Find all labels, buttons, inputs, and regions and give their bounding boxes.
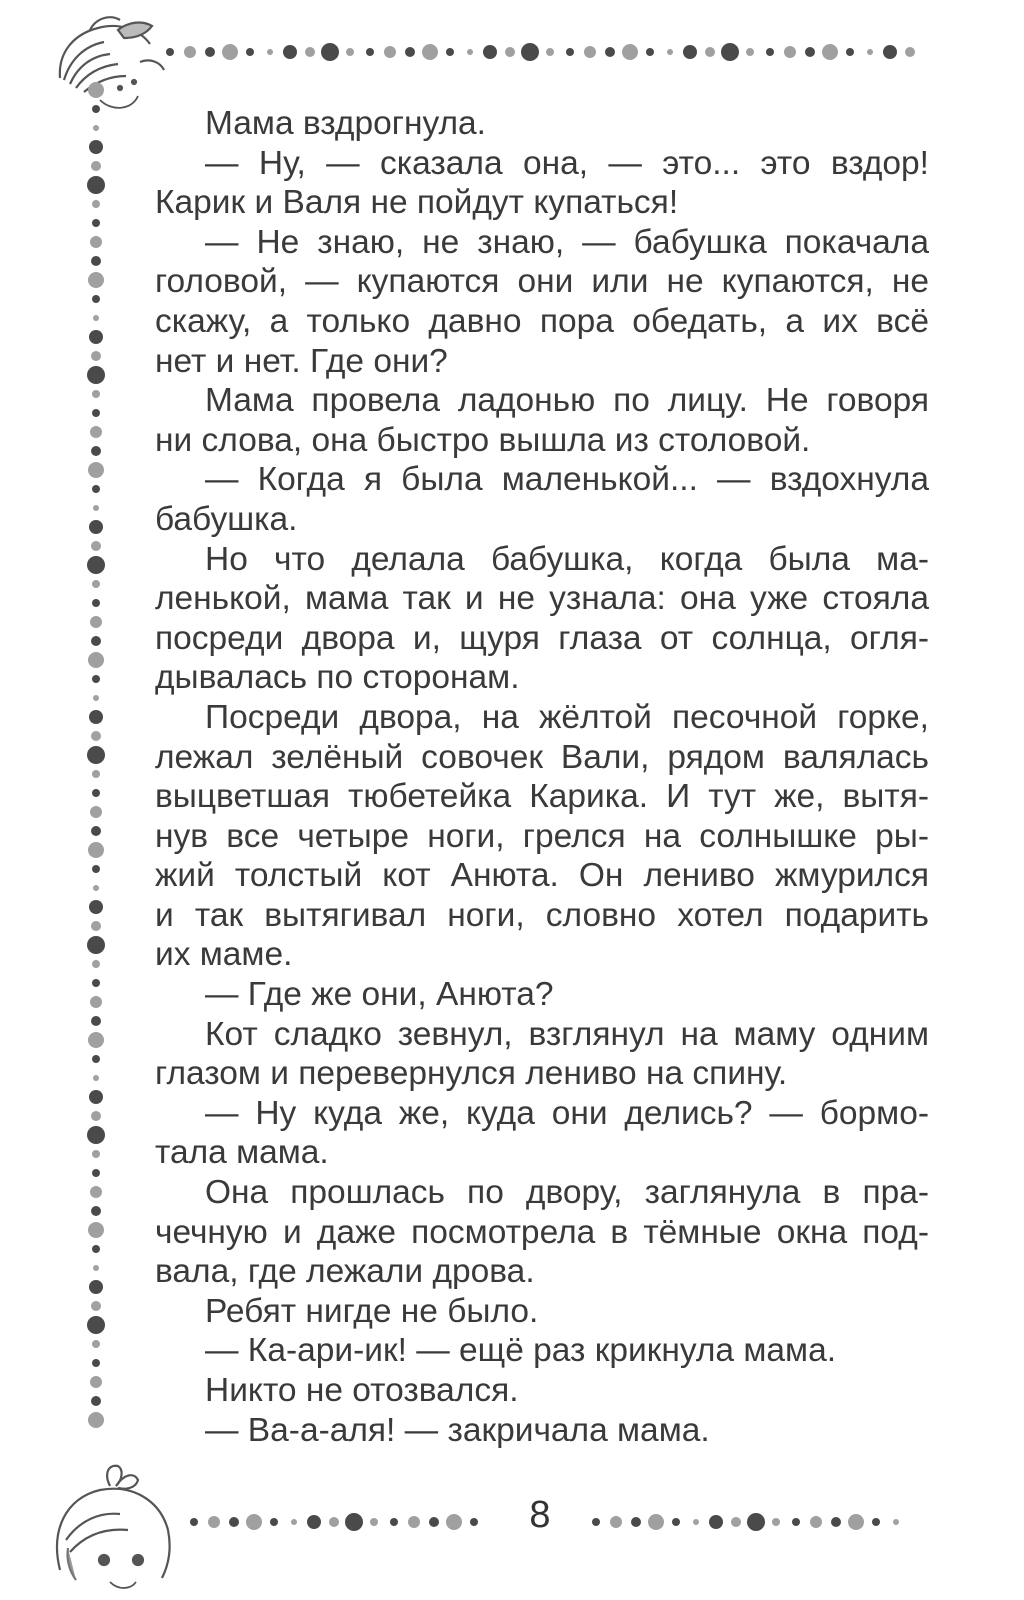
decor-dot bbox=[746, 48, 754, 56]
decor-dot bbox=[91, 921, 101, 931]
text-line: посреди двора и, щуря глаза от солнца, огля- bbox=[155, 619, 929, 657]
decor-dot bbox=[566, 48, 574, 56]
decor-dot bbox=[91, 826, 101, 836]
decor-dot bbox=[810, 1516, 822, 1528]
decor-dot bbox=[92, 979, 100, 987]
decor-dot bbox=[405, 47, 415, 57]
text-line: нув все четыре ноги, грелся на солнышке ры- bbox=[155, 817, 929, 855]
decor-dot bbox=[91, 1206, 101, 1216]
decor-dot bbox=[87, 936, 105, 954]
decor-dot bbox=[384, 46, 396, 58]
decor-dot bbox=[622, 44, 638, 60]
decor-dot bbox=[721, 43, 739, 61]
decor-dot bbox=[92, 1359, 100, 1367]
decor-dot bbox=[92, 1245, 100, 1253]
decor-dot bbox=[92, 1150, 100, 1158]
decor-dot bbox=[90, 1186, 102, 1198]
decor-dot bbox=[370, 1518, 378, 1526]
decor-dot bbox=[87, 746, 105, 764]
decor-dot bbox=[893, 1519, 899, 1525]
decor-dot bbox=[321, 43, 339, 61]
text-line: Мама провела ладонью по лицу. Не говоря bbox=[205, 382, 929, 420]
decor-dot bbox=[88, 1222, 104, 1238]
page-number: 8 bbox=[529, 1494, 551, 1536]
text-line: Кот сладко зевнул, взглянул на маму одним bbox=[205, 1015, 929, 1053]
decor-dot bbox=[88, 1032, 104, 1048]
decor-dot bbox=[89, 140, 103, 154]
decor-dot bbox=[91, 1396, 101, 1406]
text-line: бабушка. bbox=[155, 500, 298, 538]
decor-dot bbox=[92, 599, 100, 607]
decor-dot bbox=[784, 46, 796, 58]
decor-dot bbox=[92, 200, 100, 208]
decor-dot bbox=[92, 789, 100, 797]
text-line: — Ну куда же, куда они делись? — бормо- bbox=[205, 1094, 929, 1132]
decor-dot bbox=[92, 485, 100, 493]
decor-dot bbox=[92, 865, 100, 873]
decor-dot bbox=[846, 48, 854, 56]
decor-dot bbox=[872, 1518, 880, 1526]
text-line: дывалась по сторонам. bbox=[155, 659, 520, 697]
text-line: — Ка-ари-ик! — ещё раз крикнула мама. bbox=[205, 1332, 837, 1370]
text-line: Но что делала бабушка, когда была ма- bbox=[205, 540, 929, 578]
decor-dot bbox=[90, 616, 102, 628]
text-line: скажу, а только давно пора обедать, а их всё bbox=[155, 302, 929, 340]
decor-dot bbox=[731, 1517, 741, 1527]
decor-dot bbox=[93, 315, 99, 321]
decor-dot bbox=[270, 1518, 278, 1526]
bottom-right-dot-border bbox=[592, 1513, 899, 1531]
decor-dot bbox=[291, 1519, 297, 1525]
decor-dot bbox=[92, 675, 100, 683]
decor-dot bbox=[89, 1090, 103, 1104]
decor-dot bbox=[88, 1412, 104, 1428]
decor-dot bbox=[772, 1518, 780, 1526]
bottom-left-dot-border bbox=[190, 1513, 478, 1531]
decor-dot bbox=[766, 48, 774, 56]
decor-dot bbox=[190, 1518, 198, 1526]
decor-dot bbox=[89, 330, 103, 344]
decor-dot bbox=[205, 47, 215, 57]
decor-dot bbox=[92, 960, 100, 968]
decor-dot bbox=[87, 366, 105, 384]
text-line: — Когда я была маленькой... — вздохнула bbox=[205, 461, 929, 499]
decor-dot bbox=[87, 176, 105, 194]
girl-hair-bow-icon bbox=[60, 17, 164, 108]
decor-dot bbox=[709, 1515, 723, 1529]
text-line: Мама вздрогнула. bbox=[205, 105, 486, 142]
decor-dot bbox=[92, 105, 100, 113]
text-line: — Не знаю, не знаю, — бабушка покачала bbox=[205, 223, 929, 261]
text-line: чечную и даже посмотрела в тёмные окна под- bbox=[155, 1213, 929, 1251]
decor-dot bbox=[87, 1316, 105, 1334]
text-line: Посреди двора, на жёлтой песочной горке, bbox=[205, 698, 929, 736]
decor-dot bbox=[283, 45, 297, 59]
text-line: глазом и перевернулся лениво на спину. bbox=[155, 1055, 788, 1093]
decor-dot bbox=[390, 1518, 398, 1526]
decor-dot bbox=[90, 236, 102, 248]
text-line: тала мама. bbox=[155, 1134, 329, 1172]
text-line: головой, — купаются они или не купаются, не bbox=[155, 263, 929, 301]
text-line: жий толстый кот Анюта. Он лениво жмурился bbox=[155, 857, 929, 895]
body-text bbox=[155, 104, 929, 1450]
decor-dot bbox=[610, 1516, 622, 1528]
decor-dot bbox=[88, 272, 104, 288]
decor-dot bbox=[91, 256, 101, 266]
decor-dot bbox=[90, 426, 102, 438]
decor-dot bbox=[831, 1517, 841, 1527]
decor-dot bbox=[88, 462, 104, 478]
decor-dot bbox=[229, 1517, 239, 1527]
decor-dot bbox=[672, 1518, 680, 1526]
decor-dot bbox=[90, 806, 102, 818]
decor-dot bbox=[429, 1517, 439, 1527]
decor-dot bbox=[91, 1016, 101, 1026]
decor-dot bbox=[166, 48, 174, 56]
decor-dot bbox=[89, 520, 103, 534]
decor-dot bbox=[208, 1516, 220, 1528]
decor-dot bbox=[92, 295, 100, 303]
decor-dot bbox=[366, 48, 374, 56]
decor-dot bbox=[93, 1075, 99, 1081]
decor-dot bbox=[89, 710, 103, 724]
decor-dot bbox=[307, 1515, 321, 1529]
decor-dot bbox=[329, 1517, 339, 1527]
text-line: их маме. bbox=[155, 936, 293, 974]
decor-dot bbox=[446, 1514, 462, 1530]
decor-dot bbox=[792, 1518, 800, 1526]
decor-dot bbox=[91, 446, 101, 456]
decor-dot bbox=[693, 1519, 699, 1525]
decor-dot bbox=[408, 1516, 420, 1528]
decor-dot bbox=[89, 900, 103, 914]
decor-dot bbox=[87, 1126, 105, 1144]
decor-dot bbox=[93, 505, 99, 511]
decor-dot bbox=[91, 351, 101, 361]
text-line: — Где же они, Анюта? bbox=[205, 976, 554, 1014]
decor-dot bbox=[92, 219, 100, 227]
decor-dot bbox=[848, 1514, 864, 1530]
decor-dot bbox=[91, 1301, 101, 1311]
decor-dot bbox=[92, 1169, 100, 1177]
decor-dot bbox=[88, 82, 104, 98]
decor-dot bbox=[905, 47, 915, 57]
decor-dot bbox=[88, 842, 104, 858]
decor-dot bbox=[92, 770, 100, 778]
decor-dot bbox=[222, 44, 238, 60]
decor-dot bbox=[345, 1513, 363, 1531]
decor-dot bbox=[93, 695, 99, 701]
decor-dot bbox=[584, 46, 596, 58]
decor-dot bbox=[92, 409, 100, 417]
decor-dot bbox=[883, 45, 897, 59]
decor-dot bbox=[91, 636, 101, 646]
decor-dot bbox=[467, 49, 473, 55]
girl-face-icon bbox=[57, 1466, 170, 1588]
top-dot-border bbox=[166, 43, 915, 61]
decor-dot bbox=[346, 48, 354, 56]
decor-dot bbox=[92, 1340, 100, 1348]
text-line: лежал зелёный совочек Вали, рядом валялась bbox=[155, 738, 929, 776]
text-line: — Ва-а-аля! — закричала мама. bbox=[205, 1411, 710, 1449]
decor-dot bbox=[91, 731, 101, 741]
decor-dot bbox=[89, 1280, 103, 1294]
text-line: ленькой, мама так и не узнала: она уже стояла bbox=[155, 580, 929, 618]
decor-dot bbox=[87, 556, 105, 574]
decor-dot bbox=[648, 1514, 664, 1530]
decor-dot bbox=[90, 996, 102, 1008]
decor-dot bbox=[90, 1376, 102, 1388]
decor-dot bbox=[93, 125, 99, 131]
text-line: — Ну, — сказала она, — это... это вздор! bbox=[205, 144, 929, 182]
decor-dot bbox=[605, 47, 615, 57]
decor-dot bbox=[305, 47, 315, 57]
decor-dot bbox=[683, 45, 697, 59]
decor-dot bbox=[246, 1514, 262, 1530]
decor-dot bbox=[93, 1265, 99, 1271]
decor-dot bbox=[470, 1518, 478, 1526]
decor-dot bbox=[505, 47, 515, 57]
decor-dot bbox=[446, 48, 454, 56]
decor-dot bbox=[267, 49, 273, 55]
text-line: Карик и Валя не пойдут купаться! bbox=[155, 184, 679, 222]
decor-dot bbox=[93, 885, 99, 891]
decor-dot bbox=[91, 161, 101, 171]
decor-dot bbox=[822, 44, 838, 60]
text-line: вала, где лежали дрова. bbox=[155, 1253, 535, 1291]
decor-dot bbox=[91, 541, 101, 551]
decor-dot bbox=[88, 652, 104, 668]
decor-dot bbox=[521, 43, 539, 61]
text-line: выцветшая тюбетейка Карика. И тут же, вытя- bbox=[155, 778, 929, 816]
decor-dot bbox=[747, 1513, 765, 1531]
decor-dot bbox=[546, 48, 554, 56]
decor-dot bbox=[667, 49, 673, 55]
decor-dot bbox=[483, 45, 497, 59]
decor-dot bbox=[184, 46, 196, 58]
decor-dot bbox=[631, 1517, 641, 1527]
decor-dot bbox=[805, 47, 815, 57]
decor-dot bbox=[422, 44, 438, 60]
text-line: нет и нет. Где они? bbox=[155, 342, 448, 380]
decor-dot bbox=[246, 48, 254, 56]
decor-dot bbox=[92, 390, 100, 398]
text-line: Никто не отозвался. bbox=[205, 1372, 519, 1409]
decor-dot bbox=[91, 1111, 101, 1121]
decor-dot bbox=[592, 1518, 600, 1526]
decor-dot bbox=[646, 48, 654, 56]
decor-dot bbox=[92, 580, 100, 588]
left-dot-border bbox=[87, 82, 105, 1428]
decor-dot bbox=[92, 1055, 100, 1063]
text-line: Она прошлась по двору, заглянула в пра- bbox=[205, 1174, 929, 1212]
decor-dot bbox=[705, 47, 715, 57]
text-line: ни слова, она быстро вышла из столовой. bbox=[155, 421, 811, 459]
text-line: Ребят нигде не было. bbox=[205, 1292, 539, 1330]
decor-dot bbox=[867, 49, 873, 55]
text-line: и так вытягивал ноги, словно хотел подарить bbox=[155, 896, 929, 934]
